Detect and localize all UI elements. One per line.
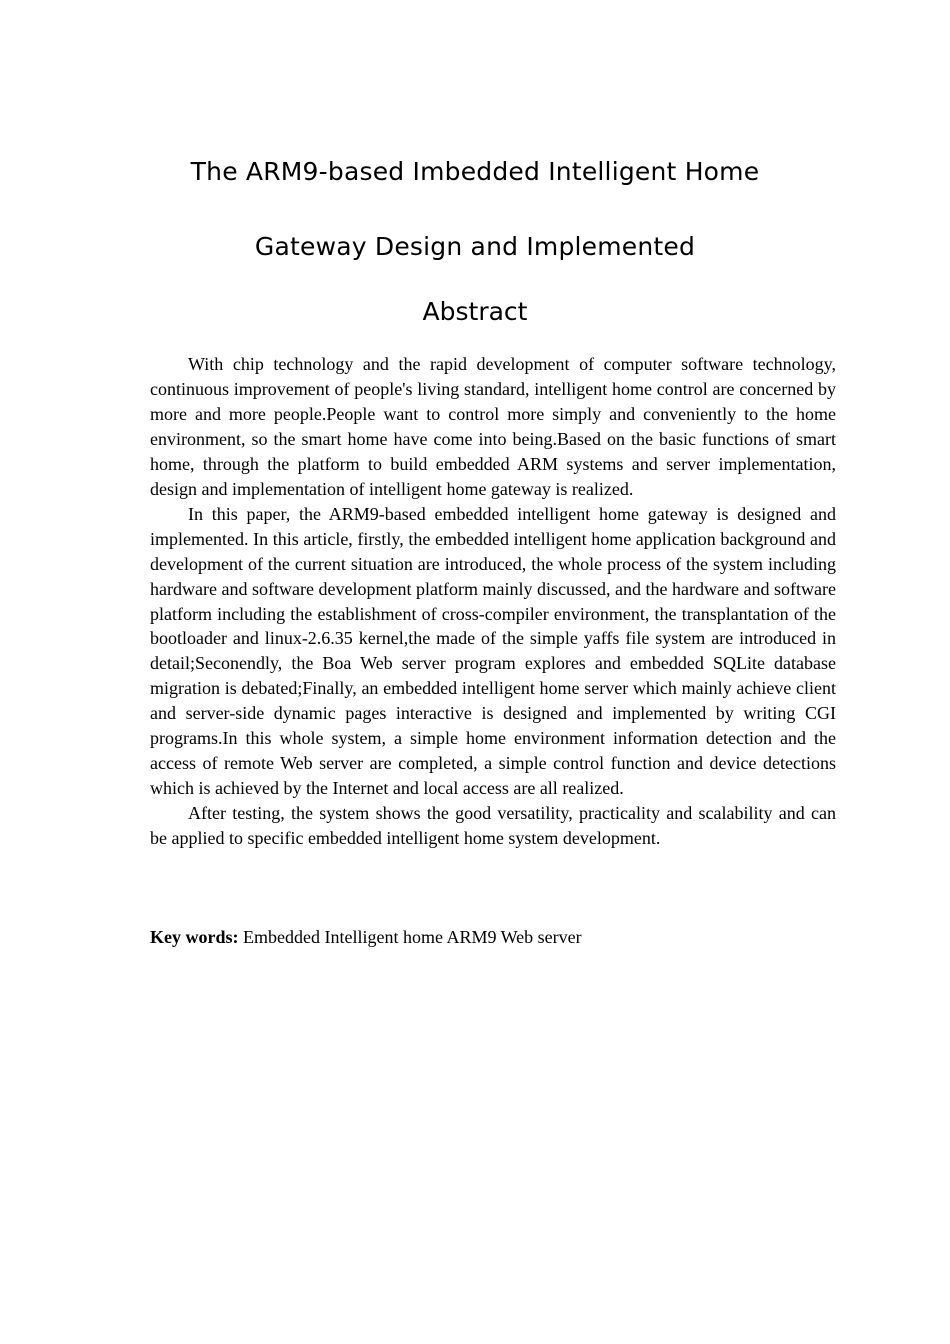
paper-title-line-2: Gateway Design and Implemented <box>254 232 696 261</box>
keywords-value: Embedded Intelligent home ARM9 Web server <box>243 927 582 947</box>
keywords-line <box>150 925 836 949</box>
keywords-label: Key words: <box>150 927 239 947</box>
abstract-paragraph-1: With chip technology and the rapid development of computer software technology, continuous improvement of people's living standard, intelligent home control are concerned by more and more people.People want to control more simply and conveniently to the home environment, so the smart home have come into being.Based on the basic functions of smart home, through the platform to build embedded ARM systems and server implementation, design and implementation of intelligent home gateway is realized. <box>150 354 836 499</box>
abstract-paragraph-3: After testing, the system shows the good versatility, practicality and scalability and can be applied to specific embedded intelligent home system development. <box>150 803 836 849</box>
paper-title-line-1: The ARM9-based Imbedded Intelligent Home <box>190 157 760 186</box>
abstract-heading: Abstract <box>422 297 528 326</box>
abstract-paragraph-2: In this paper, the ARM9-based embedded intelligent home gateway is designed and implemented. In this article, firstly, the embedded intelligent home application background and development of the current situation are introduced, the whole process of the system including hardware and software development platform mainly discussed, and the hardware and software platform including the establishment of cross-compiler environment, the transplantation of the bootloader and linux-2.6.35 kernel,the made of the simple yaffs file system are introduced in detail;Seconendly, the Boa Web server program explores and embedded SQLite database migration is debated;Finally, an embedded intelligent home server which mainly achieve client and server-side dynamic pages interactive is designed and implemented by writing CGI programs.In this whole system, a simple home environment information detection and the access of remote Web server are completed, a simple control function and device detections which is achieved by the Internet and local access are all realized. <box>150 503 836 799</box>
abstract-body <box>150 352 836 851</box>
